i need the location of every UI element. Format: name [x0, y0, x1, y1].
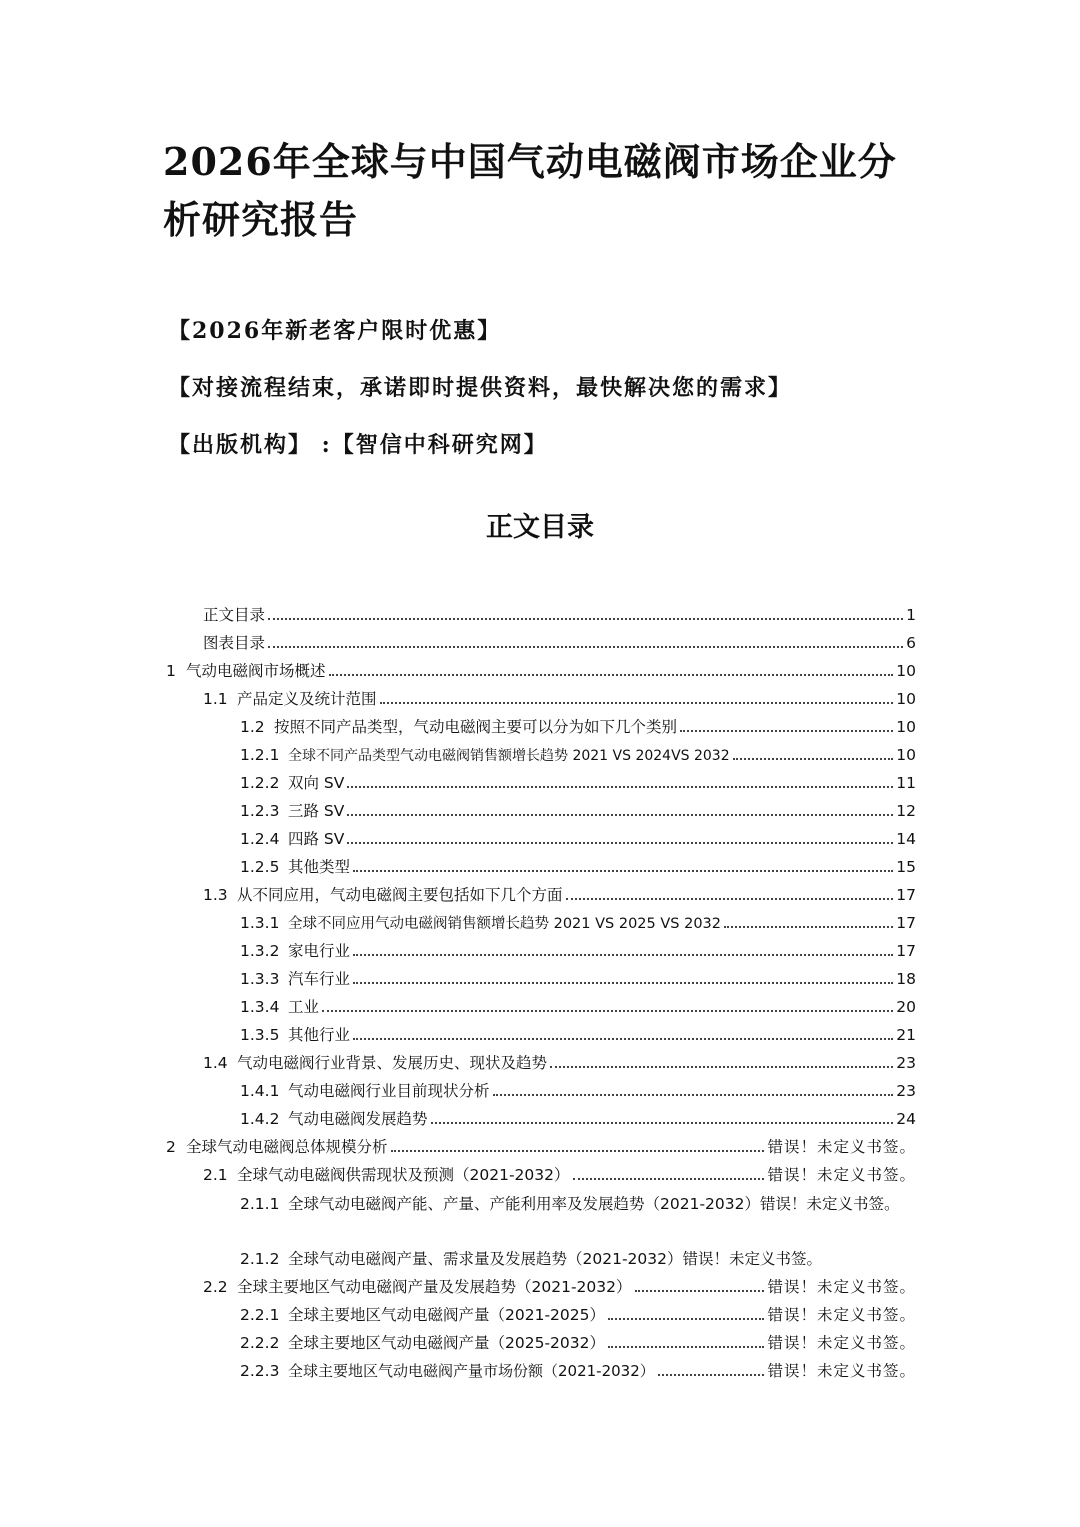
document-title: 2026年全球与中国气动电磁阀市场企业分析研究报告: [163, 139, 897, 242]
toc-leader: [268, 618, 903, 620]
toc-entry-page: 24: [896, 1110, 916, 1128]
toc-leader: [347, 842, 893, 844]
toc-entry-number: 2.2: [203, 1278, 228, 1296]
toc-entry-text: 三路 SV: [288, 802, 345, 820]
toc-entry[interactable]: [203, 632, 916, 654]
toc-entry-number: 2.2.1: [240, 1306, 280, 1324]
toc-leader: [347, 814, 893, 816]
toc-leader: [550, 1066, 893, 1068]
toc-entry-number: 2.2.3: [240, 1362, 280, 1380]
toc-entry-page: 10: [896, 690, 916, 708]
toc-entry[interactable]: [240, 1190, 920, 1218]
toc-leader: [268, 646, 903, 648]
toc-entry-number: 2.1: [203, 1166, 228, 1184]
toc-entry-text: 汽车行业: [288, 970, 351, 988]
toc-entry[interactable]: [240, 1080, 916, 1102]
toc-entry-page: 11: [896, 774, 916, 792]
toc-entry-text: 其他类型: [288, 858, 351, 876]
toc-entry-text: 图表目录: [203, 634, 266, 652]
toc-leader: [329, 674, 894, 676]
toc-entry-text: 全球气动电磁阀产能、产量、产能利用率及发展趋势（2021-2032）错误！未定义书签。: [288, 1195, 900, 1213]
toc-entry-text: 全球主要地区气动电磁阀产量（2025-2032）: [288, 1334, 605, 1352]
toc-entry-number: 1.3.4: [240, 998, 280, 1016]
toc-entry[interactable]: [240, 1360, 916, 1382]
toc-entry-text: 全球主要地区气动电磁阀产量及发展趋势（2021-2032）: [237, 1278, 632, 1296]
toc-entry-number: 2.1.1: [240, 1195, 280, 1213]
toc-entry-page: 错误！未定义书签。: [767, 1278, 916, 1296]
toc-leader: [322, 1010, 893, 1012]
toc-entry-number: 1.3.2: [240, 942, 280, 960]
toc-entry-number: 2.2.2: [240, 1334, 280, 1352]
toc-entry-text: 全球气动电磁阀总体规模分析: [186, 1138, 388, 1156]
toc-leader: [391, 1150, 765, 1152]
toc-entry-number: 1.2.3: [240, 802, 280, 820]
toc-entry-text: 双向 SV: [288, 774, 345, 792]
toc-entry-number: 2.1.2: [240, 1250, 280, 1268]
toc-leader: [608, 1318, 764, 1320]
toc-entry[interactable]: [240, 1108, 916, 1130]
toc-entry-text: 家电行业: [288, 942, 351, 960]
toc-entry-number: 2: [166, 1138, 176, 1156]
toc-entry-number: 1.2.2: [240, 774, 280, 792]
toc-entry-page: 10: [896, 718, 916, 736]
toc-heading: 正文目录: [486, 512, 594, 543]
promo-promise: 【对接流程结束，承诺即时提供资料，最快解决您的需求】: [168, 375, 793, 401]
toc-entry-text: 全球气动电磁阀供需现状及预测（2021-2032）: [237, 1166, 570, 1184]
toc-leader: [431, 1122, 894, 1124]
toc-entry-text: 气动电磁阀行业目前现状分析: [288, 1082, 490, 1100]
toc-leader: [353, 954, 893, 956]
promo-offer: 【2026年新老客户限时优惠】: [168, 318, 502, 344]
toc-entry[interactable]: [203, 1164, 916, 1186]
toc-entry[interactable]: [240, 800, 916, 822]
toc-entry-page: 10: [896, 662, 916, 680]
toc-leader: [493, 1094, 894, 1096]
toc-entry-text: 正文目录: [203, 606, 266, 624]
toc-entry-number: 1.3.5: [240, 1026, 280, 1044]
toc-entry[interactable]: [240, 996, 916, 1018]
toc-leader: [573, 1178, 765, 1180]
toc-entry[interactable]: [240, 716, 916, 738]
toc-entry-page: 14: [896, 830, 916, 848]
toc-entry-page: 23: [896, 1082, 916, 1100]
toc-entry-text: 产品定义及统计范围: [237, 690, 377, 708]
toc-entry[interactable]: [240, 1304, 916, 1326]
toc-entry-text: 四路 SV: [288, 830, 345, 848]
toc-entry-page: 错误！未定义书签。: [767, 1138, 916, 1156]
toc-entry[interactable]: [240, 1332, 916, 1354]
toc-leader: [724, 926, 893, 928]
toc-entry[interactable]: [240, 828, 916, 850]
toc-entry[interactable]: [166, 1136, 916, 1158]
toc-leader: [680, 730, 893, 732]
toc-entry-text: 气动电磁阀发展趋势: [288, 1110, 428, 1128]
toc-entry[interactable]: [203, 688, 916, 710]
toc-entry-text: 全球不同产品类型气动电磁阀销售额增长趋势 2021 VS 2024VS 2032: [288, 748, 730, 764]
toc-leader: [733, 758, 894, 760]
toc-entry-number: 1.1: [203, 690, 228, 708]
toc-entry-text: 按照不同产品类型，气动电磁阀主要可以分为如下几个类别: [274, 718, 678, 736]
toc-entry-page: 18: [896, 970, 916, 988]
toc-entry-number: 1.3.1: [240, 914, 280, 932]
toc-leader: [608, 1346, 764, 1348]
toc-entry-page: 17: [896, 942, 916, 960]
toc-leader: [353, 1038, 893, 1040]
toc-entry-text: 气动电磁阀市场概述: [186, 662, 326, 680]
toc-leader: [380, 702, 894, 704]
toc-entry[interactable]: [240, 968, 916, 990]
toc-entry-page: 错误！未定义书签。: [767, 1362, 916, 1380]
toc-entry[interactable]: [203, 884, 916, 906]
promo-publisher: 【出版机构】 :【智信中科研究网】: [168, 432, 548, 458]
toc-entry-text: 全球不同应用气动电磁阀销售额增长趋势 2021 VS 2025 VS 2032: [288, 916, 721, 932]
toc-entry-number: 1.4.1: [240, 1082, 280, 1100]
toc-entry-number: 1.4.2: [240, 1110, 280, 1128]
toc-entry-number: 1.3: [203, 886, 228, 904]
toc-leader: [658, 1374, 765, 1376]
toc-entry[interactable]: [240, 1248, 916, 1270]
toc-entry-text: 全球气动电磁阀产量、需求量及发展趋势（2021-2032）错误！未定义书签。: [288, 1250, 822, 1268]
toc-leader: [635, 1290, 765, 1292]
toc-leader: [347, 786, 893, 788]
toc-entry[interactable]: [240, 940, 916, 962]
toc-entry-page: 12: [896, 802, 916, 820]
toc-entry-page: 17: [896, 914, 916, 932]
toc-entry[interactable]: [203, 1276, 916, 1298]
toc-entry-number: 1.2.5: [240, 858, 280, 876]
toc-entry[interactable]: [240, 744, 916, 767]
toc-entry-number: 1: [166, 662, 176, 680]
toc-entry-page: 6: [906, 634, 916, 652]
toc-entry[interactable]: [203, 1052, 916, 1074]
toc-leader: [353, 982, 893, 984]
toc-entry-page: 错误！未定义书签。: [767, 1166, 916, 1184]
toc-entry[interactable]: [240, 856, 916, 878]
toc-entry-page: 1: [906, 606, 916, 624]
toc-entry-page: 17: [896, 886, 916, 904]
toc-leader: [566, 898, 894, 900]
toc-entry-page: 错误！未定义书签。: [767, 1306, 916, 1324]
toc-entry-number: 1.3.3: [240, 970, 280, 988]
toc-entry-page: 错误！未定义书签。: [767, 1334, 916, 1352]
toc-entry[interactable]: [203, 604, 916, 626]
toc-entry-page: 10: [896, 746, 916, 764]
toc-entry-number: 1.2.4: [240, 830, 280, 848]
toc-entry-page: 20: [896, 998, 916, 1016]
toc-entry[interactable]: [240, 772, 916, 794]
toc-entry-number: 1.2.1: [240, 746, 280, 764]
toc-entry-number: 1.4: [203, 1054, 228, 1072]
toc-entry-page: 23: [896, 1054, 916, 1072]
toc-entry[interactable]: [240, 1024, 916, 1046]
toc-entry-page: 21: [896, 1026, 916, 1044]
toc-entry-text: 从不同应用，气动电磁阀主要包括如下几个方面: [237, 886, 563, 904]
toc-entry-text: 全球主要地区气动电磁阀产量市场份额（2021-2032）: [288, 1362, 655, 1380]
toc-entry-text: 工业: [288, 998, 320, 1016]
toc-entry-text: 其他行业: [288, 1026, 351, 1044]
toc-entry[interactable]: [240, 912, 916, 935]
toc-entry-number: 1.2: [240, 718, 265, 736]
toc-leader: [353, 870, 893, 872]
toc-entry[interactable]: [166, 660, 916, 682]
toc-entry-text: 气动电磁阀行业背景、发展历史、现状及趋势: [237, 1054, 548, 1072]
toc-entry-text: 全球主要地区气动电磁阀产量（2021-2025）: [288, 1306, 605, 1324]
toc-entry-page: 15: [896, 858, 916, 876]
